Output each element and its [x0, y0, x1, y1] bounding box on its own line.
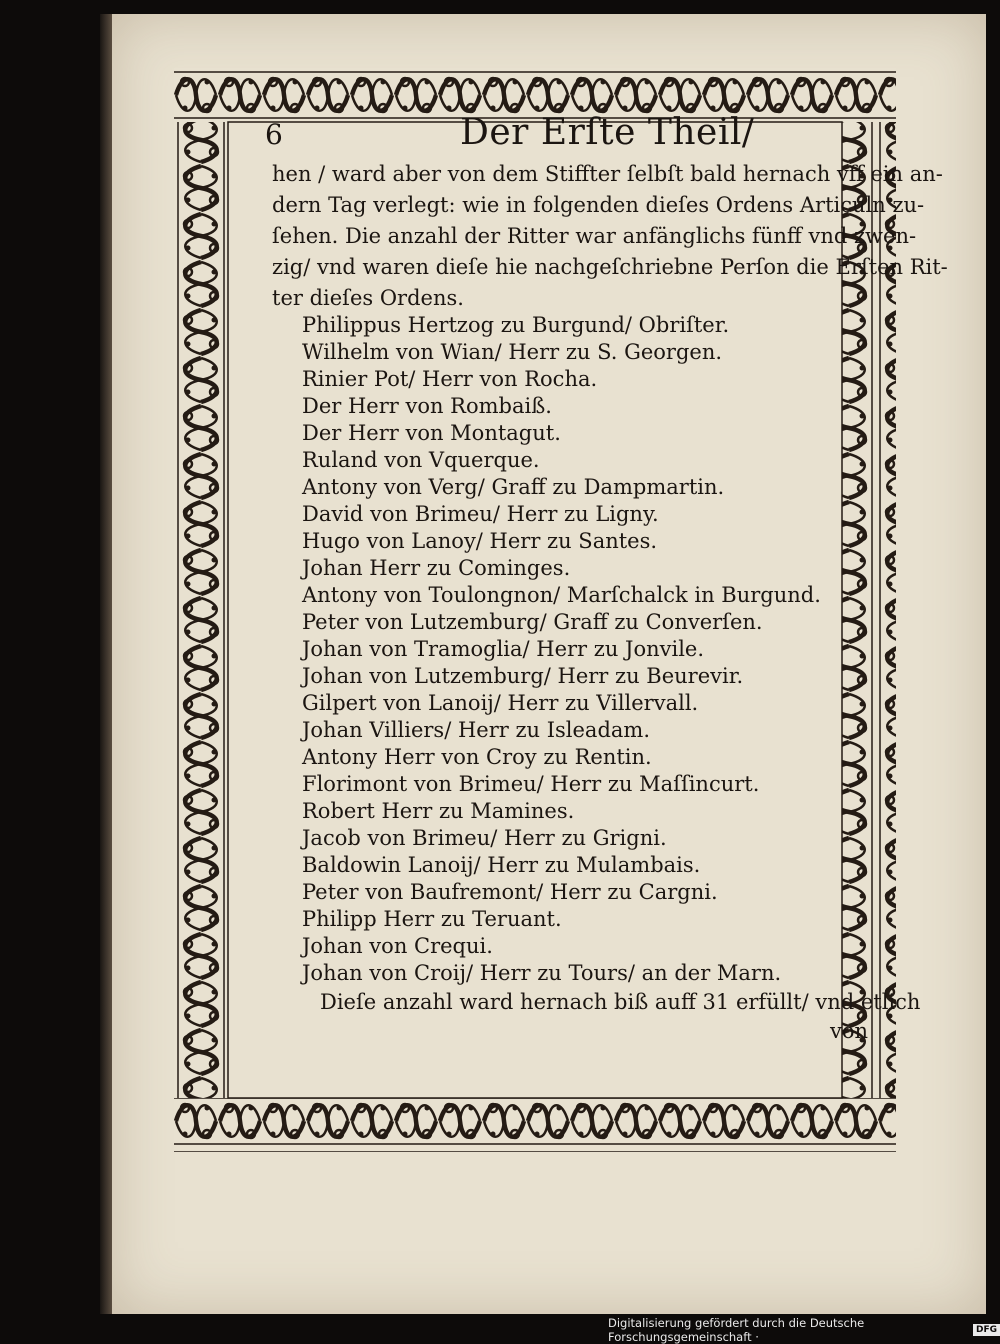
knight-entry: Peter von Lutzemburg/ Graff zu Converſen.: [302, 610, 763, 634]
knight-entry: Gilpert von Lanoij/ Herr zu Villervall.: [302, 691, 699, 715]
knight-entry: Johan Herr zu Cominges.: [302, 556, 571, 580]
book-gutter: [100, 14, 112, 1314]
running-head: Der Erſte Theil/: [460, 112, 755, 153]
intro-line: zig/ vnd waren dieſe hie nachgeſchriebne Perſon die Erſten Rit-: [272, 255, 948, 279]
knight-entry: David von Brimeu/ Herr zu Ligny.: [302, 502, 659, 526]
knight-entry: Johan von Crequi.: [302, 934, 493, 958]
knight-entry: Philippus Hertzog zu Burgund/ Obriſter.: [302, 313, 730, 337]
knight-entry: Peter von Baufremont/ Herr zu Cargni.: [302, 880, 718, 904]
footer-credit: Digitalisierung gefördert durch die Deutsche Forschungsgemeinschaft ·: [608, 1316, 865, 1344]
knight-entry: Johan von Lutzemburg/ Herr zu Beurevir.: [302, 664, 744, 688]
knight-entry: Hugo von Lanoy/ Herr zu Santes.: [302, 529, 658, 553]
knight-entry: Ruland von Vquerque.: [302, 448, 540, 472]
knight-entry: Antony von Verg/ Graff zu Dampmartin.: [302, 475, 725, 499]
knight-entry: Robert Herr zu Mamines.: [302, 799, 575, 823]
knight-entry: Johan Villiers/ Herr zu Isleadam.: [302, 718, 651, 742]
page-number: 6: [265, 118, 283, 151]
intro-line: ſehen. Die anzahl der Ritter war anfänglichs fünff vnd zwen-: [272, 224, 917, 248]
knight-entry: Wilhelm von Wian/ Herr zu S. Georgen.: [302, 340, 723, 364]
knight-entry: Johan von Croij/ Herr zu Tours/ an der Marn.: [302, 961, 782, 985]
knight-entry: Florimont von Brimeu/ Herr zu Maſſincurt.: [302, 772, 760, 796]
knight-entry: Rinier Pot/ Herr von Rocha.: [302, 367, 598, 391]
dfg-logo: DFG: [973, 1324, 1000, 1336]
knight-entry: Philipp Herr zu Teruant.: [302, 907, 562, 931]
knight-entry: Der Herr von Montagut.: [302, 421, 561, 445]
intro-line: hen / ward aber von dem Stiffter ſelbſt bald hernach vff ein an-: [272, 162, 943, 186]
knight-entry: Antony Herr von Croy zu Rentin.: [302, 745, 652, 769]
knight-entry: Baldowin Lanoij/ Herr zu Mulambais.: [302, 853, 701, 877]
digitization-footer: [608, 1316, 1000, 1344]
knight-entry: Johan von Tramoglia/ Herr zu Jonvile.: [302, 637, 705, 661]
intro-line: ter dieſes Ordens.: [272, 286, 464, 310]
intro-line: dern Tag verlegt: wie in folgenden dieſes Ordens Articuln zu-: [272, 193, 925, 217]
knight-entry: Antony von Toulongnon/ Marſchalck in Burgund.: [302, 583, 821, 607]
knight-entry: Der Herr von Rombaiß.: [302, 394, 552, 418]
catchword: von: [830, 1019, 869, 1043]
closing-line: Dieſe anzahl ward hernach biß auff 31 erfüllt/ vnd etlich: [320, 990, 921, 1014]
knight-entry: Jacob von Brimeu/ Herr zu Grigni.: [302, 826, 667, 850]
